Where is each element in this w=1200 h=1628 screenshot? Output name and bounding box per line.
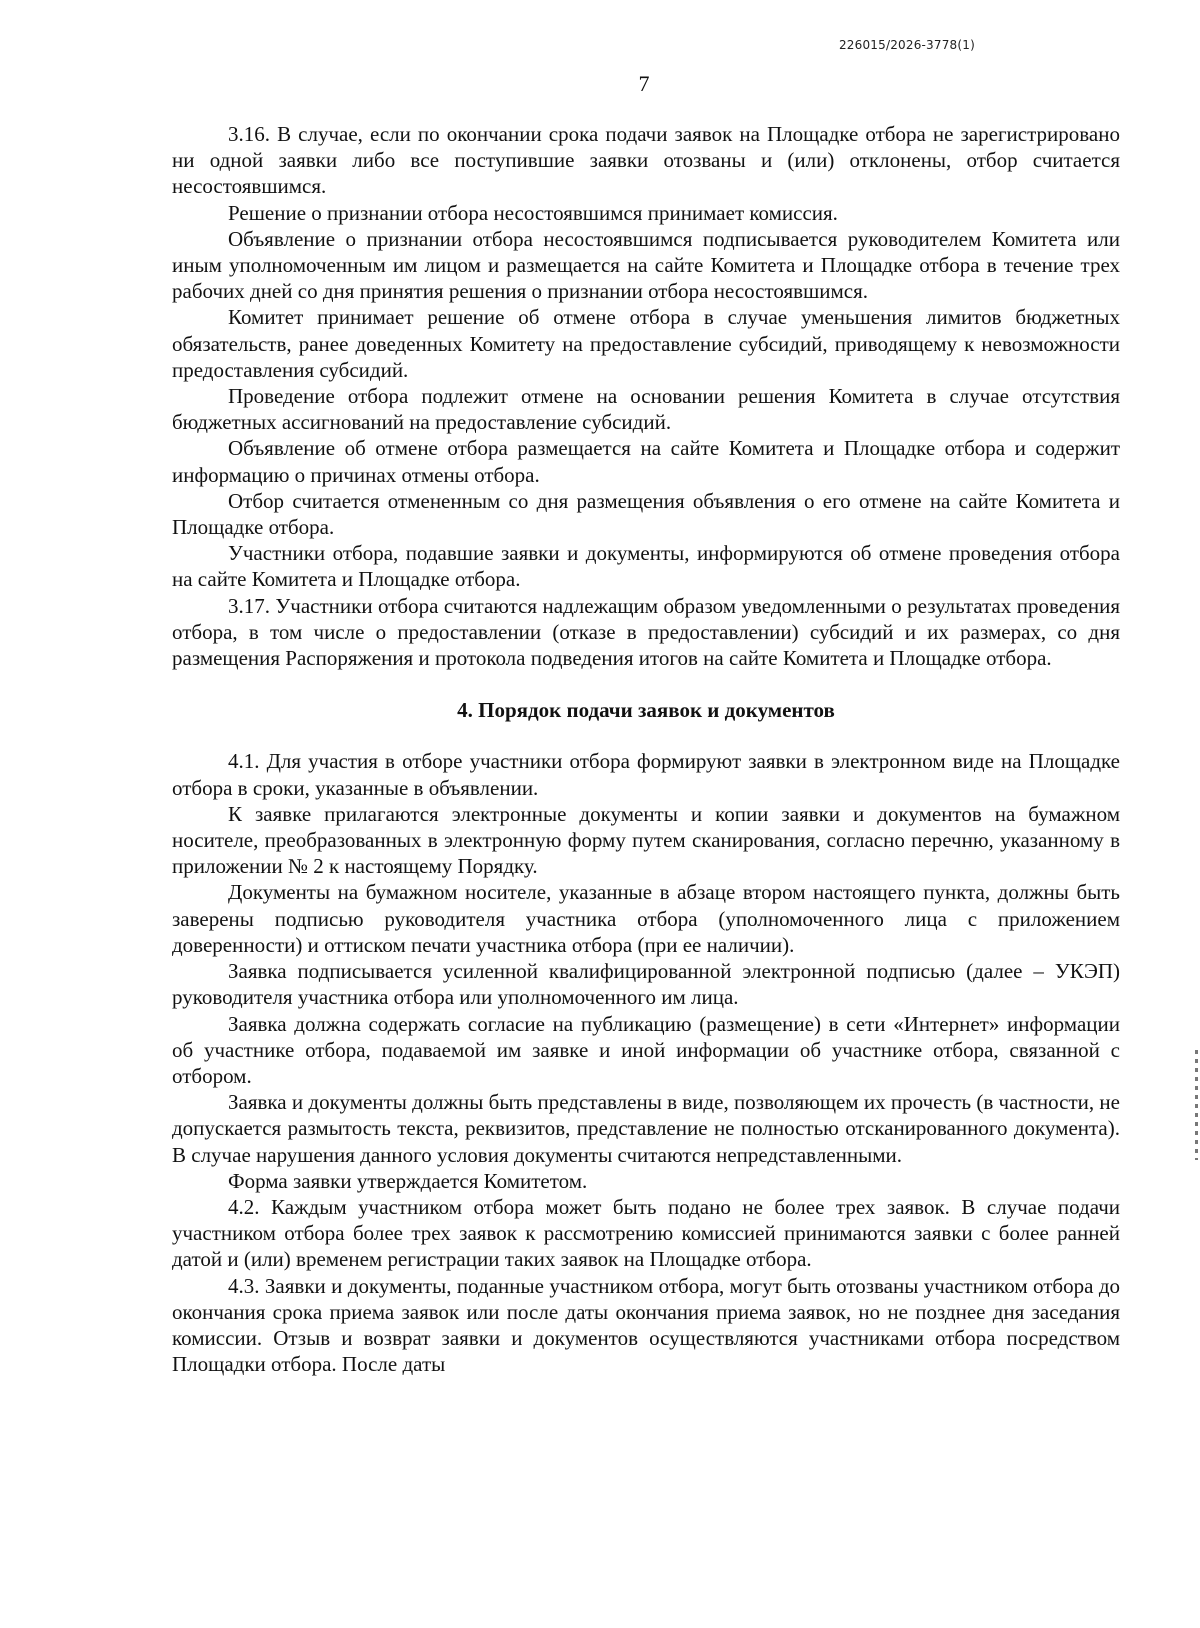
section-4-heading: 4. Порядок подачи заявок и документов <box>457 698 835 723</box>
paragraph: Объявление об отмене отбора размещается на сайте Комитета и Площадке отбора и содержит информацию о причинах отмены отбора. <box>172 436 1120 487</box>
paragraph: Проведение отбора подлежит отмене на основании решения Комитета в случае отсутствия бюджетных ассигнований на предоставление субсидий. <box>172 384 1120 435</box>
paragraph-3-16: 3.16. В случае, если по окончании срока подачи заявок на Площадке отбора не зарегистрировано ни одной заявки либо все поступившие заявки отозваны и (или) отклонены, отбор считается несостоявшимся. <box>172 122 1120 199</box>
paragraph: Заявка подписывается усиленной квалифицированной электронной подписью (далее – УКЭП) руководителя участника отбора или уполномоченного им лица. <box>172 959 1120 1010</box>
paragraph: Документы на бумажном носителе, указанные в абзаце втором настоящего пункта, должны быть заверены подписью руководителя участника отбора (уполномоченного лица с приложением доверенности) и оттиском печати участника отбора (при ее наличии). <box>172 880 1120 957</box>
paragraph: Отбор считается отмененным со дня размещения объявления о его отмене на сайте Комитета и Площадке отбора. <box>172 488 1120 540</box>
paragraph: Заявка должна содержать согласие на публикацию (размещение) в сети «Интернет» информации об участнике отбора, подаваемой им заявке и иной информации об участнике отбора, связанной с отбором. <box>172 1011 1120 1088</box>
paragraph: Форма заявки утверждается Комитетом. <box>228 1168 588 1193</box>
paragraph-3-17: 3.17. Участники отбора считаются надлежащим образом уведомленными о результатах проведения отбора, в том числе о предоставлении (отказе в предоставлении) субсидий и их размерах, со дня размещения Распоряжения и протокола подведения итогов на сайте Комитета и Площадке отбора. <box>172 593 1120 671</box>
page-number: 7 <box>638 71 650 96</box>
document-id: 226015/2026-3778(1) <box>838 38 975 52</box>
paragraph: Решение о признании отбора несостоявшимся принимает комиссия. <box>228 200 838 225</box>
paragraph-4-1: 4.1. Для участия в отборе участники отбора формируют заявки в электронном виде на Площадке отбора в сроки, указанные в объявлении. <box>172 749 1120 800</box>
scan-artifact <box>1195 1050 1198 1160</box>
paragraph: Заявка и документы должны быть представлены в виде, позволяющем их прочесть (в частности, не допускается размытость текста, реквизитов, представление не полностью отсканированного документа). В случае нарушения данного условия документы считаются непредставленными. <box>172 1090 1120 1167</box>
document-body <box>172 121 1120 1377</box>
paragraph: К заявке прилагаются электронные документы и копии заявки и документов на бумажном носителе, преобразованных в электронную форму путем сканирования, согласно перечню, указанному в приложении № 2 к настоящему Порядку. <box>172 801 1120 879</box>
paragraph-4-3: 4.3. Заявки и документы, поданные участником отбора, могут быть отозваны участником отбора до окончания срока приема заявок или после даты окончания приема заявок, но не позднее дня заседания комиссии. Отзыв и возврат заявки и документов осуществляются участниками отбора посредством Площадки отбора. После даты <box>172 1273 1120 1377</box>
paragraph: Участники отбора, подавшие заявки и документы, информируются об отмене проведения отбора на сайте Комитета и Площадке отбора. <box>172 541 1120 592</box>
paragraph-4-2: 4.2. Каждым участником отбора может быть подано не более трех заявок. В случае подачи участником отбора более трех заявок к рассмотрению комиссией принимаются заявки с более ранней датой и (или) временем регистрации таких заявок на Площадке отбора. <box>172 1194 1120 1272</box>
paragraph: Объявление о признании отбора несостоявшимся подписывается руководителем Комитета или иным уполномоченным им лицом и размещается на сайте Комитета и Площадке отбора в течение трех рабочих дней со дня принятия решения о признании отбора несостоявшимся. <box>172 226 1120 304</box>
paragraph: Комитет принимает решение об отмене отбора в случае уменьшения лимитов бюджетных обязательств, ранее доведенных Комитету на предоставление субсидий, приводящему к невозможности предоставления субсидий. <box>172 305 1120 382</box>
